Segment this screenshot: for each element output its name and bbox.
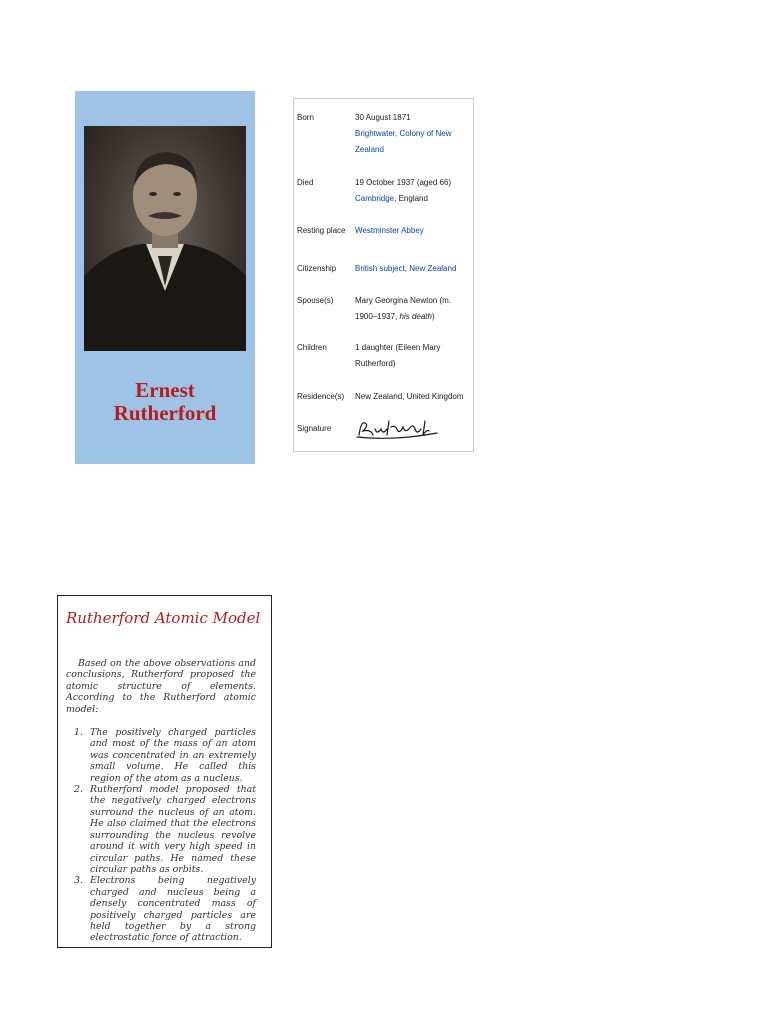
citizenship-link[interactable]: British subject <box>355 264 405 273</box>
spouse-emphasis: his death <box>399 312 432 321</box>
list-item <box>66 784 256 875</box>
signature-icon <box>355 417 439 441</box>
list-item <box>66 727 256 784</box>
list-number: 2. <box>74 784 83 796</box>
model-list <box>66 727 256 944</box>
signature-image <box>355 417 470 441</box>
deathplace-link[interactable]: Cambridge <box>355 194 395 203</box>
list-text: Electrons being negatively charged and nucleus being a densely concentrated mass of positively charged particles are held together by a strong electrostatic force of attraction. <box>90 875 256 944</box>
infobox-value <box>355 293 470 325</box>
portrait-first-name: Ernest <box>135 378 195 402</box>
resting-place-link[interactable]: Westminster Abbey <box>355 226 424 235</box>
spouse-suffix: ) <box>431 312 435 321</box>
infobox-value <box>355 261 470 277</box>
death-date: 19 October 1937 (aged 66) <box>355 178 452 187</box>
portrait-name <box>75 379 255 425</box>
infobox-label: Born <box>297 113 314 122</box>
model-title: Rutherford Atomic Model <box>66 609 261 627</box>
infobox-value: 1 daughter (Eileen Mary Rutherford) <box>355 343 441 368</box>
list-text: Rutherford model proposed that the negatively charged electrons surround the nucleus of an atom. He also claimed that the electrons surrounding the nucleus revolve around it with very high speed in circular paths. He named these circular paths as orbits. <box>90 784 256 875</box>
infobox-label: Residence(s) <box>297 392 345 401</box>
model-intro: Based on the above observations and conclusions, Rutherford proposed the atomic structure of elements. According to the Rutherford atomic model: <box>66 658 256 715</box>
infobox-value <box>355 175 470 207</box>
infobox-label: Children <box>297 343 327 352</box>
deathplace-suffix: , England <box>394 194 428 203</box>
list-text: The positively charged particles and most of the mass of an atom was concentrated in an extremely small volume. He called this region of the atom as a nucleus. <box>90 727 256 784</box>
list-number: 3. <box>74 875 83 887</box>
infobox-label: Died <box>297 178 314 187</box>
atomic-model-box <box>57 595 272 948</box>
portrait-last-name: Rutherford <box>113 401 217 425</box>
citizenship-link-2[interactable]: New Zealand <box>409 264 457 273</box>
infobox-label: Signature <box>297 424 332 433</box>
portrait-illustration <box>84 126 246 351</box>
infobox-value <box>355 110 470 158</box>
citizenship-separator: , <box>404 264 410 273</box>
infobox-label: Resting place <box>297 226 346 235</box>
list-item <box>66 875 256 943</box>
born-date: 30 August 1871 <box>355 113 411 122</box>
list-number: 1. <box>74 727 83 739</box>
infobox-label: Citizenship <box>297 264 337 273</box>
model-body <box>66 658 256 944</box>
spouse-text: Mary Georgina Newton (m. 1900–1937, <box>355 296 452 321</box>
biography-infobox <box>293 98 474 452</box>
portrait-photo <box>84 126 246 351</box>
portrait-card <box>75 91 255 464</box>
infobox-value: New Zealand, United Kingdom <box>355 392 464 401</box>
infobox-value <box>355 223 470 239</box>
infobox-label: Spouse(s) <box>297 296 334 305</box>
birthplace-link[interactable]: Brightwater, Colony of New Zealand <box>355 129 452 154</box>
